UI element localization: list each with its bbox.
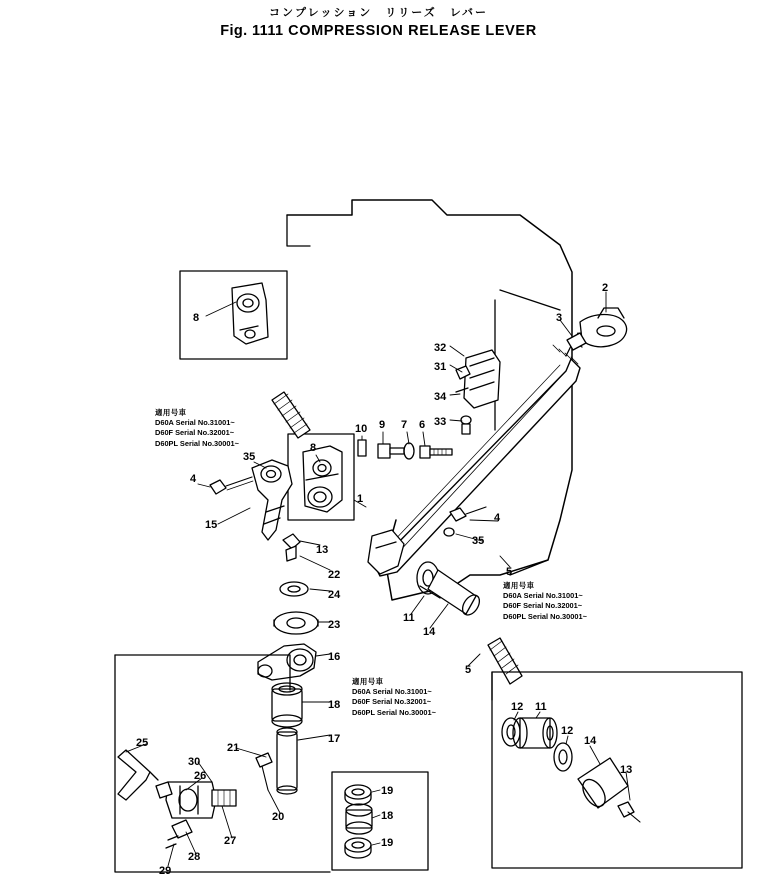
- callout-32: 32: [434, 342, 447, 354]
- serial-note-right-line-2: D60F Serial No.32001~: [503, 601, 583, 611]
- callout-33: 33: [434, 416, 447, 428]
- callout-8-bracket: 8: [310, 442, 317, 454]
- callout-35-left: 35: [243, 451, 256, 463]
- callout-29: 29: [159, 865, 172, 877]
- callout-5-lower: 5: [465, 664, 472, 676]
- serial-note-center-heading: 適用号車: [352, 677, 384, 686]
- callout-13-left: 13: [316, 544, 329, 556]
- callout-12-lower: 12: [561, 725, 574, 737]
- callout-27: 27: [224, 835, 237, 847]
- figure-title: COMPRESSION RELEASE LEVER: [288, 23, 537, 39]
- callout-15: 15: [205, 519, 218, 531]
- serial-note-center-line-2: D60F Serial No.32001~: [352, 697, 432, 707]
- callout-9: 9: [379, 419, 386, 431]
- serial-note-center-line-1: D60A Serial No.31001~: [352, 687, 432, 697]
- callout-4-left: 4: [190, 473, 197, 485]
- title-japanese: コンプレッション リリーズ レバー: [269, 6, 488, 19]
- callout-25: 25: [136, 737, 149, 749]
- serial-note-right-heading: 適用号車: [503, 581, 535, 590]
- callout-13-inset: 13: [620, 764, 633, 776]
- serial-note-left-line-2: D60F Serial No.32001~: [155, 428, 235, 438]
- callout-19-lower: 19: [381, 837, 394, 849]
- callout-22: 22: [328, 569, 341, 581]
- serial-note-right: [503, 581, 587, 622]
- callout-5-upper: 5: [506, 566, 513, 578]
- callout-12-upper: 12: [511, 701, 524, 713]
- figure-number: Fig. 1111: [220, 23, 284, 39]
- callout-30: 30: [188, 756, 201, 768]
- callout-11-main: 11: [403, 612, 415, 624]
- callout-23: 23: [328, 619, 341, 631]
- callout-10: 10: [355, 423, 368, 435]
- serial-note-left: [155, 408, 239, 449]
- serial-note-center: [352, 677, 436, 718]
- callout-35-right: 35: [472, 535, 485, 547]
- callout-18-inset: 18: [381, 810, 394, 822]
- serial-note-left-line-3: D60PL Serial No.30001~: [155, 438, 239, 448]
- callout-8-upper: 8: [193, 312, 200, 324]
- callout-19-upper: 19: [381, 785, 394, 797]
- callout-17: 17: [328, 733, 341, 745]
- serial-note-left-heading: 適用号車: [155, 408, 187, 417]
- callout-18-main: 18: [328, 699, 341, 711]
- callout-2: 2: [602, 282, 609, 294]
- callout-31: 31: [434, 361, 447, 373]
- serial-note-right-line-1: D60A Serial No.31001~: [503, 591, 583, 601]
- callout-21: 21: [227, 742, 240, 754]
- callout-1: 1: [357, 493, 364, 505]
- serial-note-center-line-3: D60PL Serial No.30001~: [352, 707, 436, 717]
- callout-4-right: 4: [494, 512, 501, 524]
- callout-11-inset: 11: [535, 701, 547, 713]
- callout-34: 34: [434, 391, 447, 403]
- callout-3: 3: [556, 312, 563, 324]
- callout-14-inset: 14: [584, 735, 597, 747]
- callout-16: 16: [328, 651, 341, 663]
- callout-6: 6: [419, 419, 426, 431]
- callout-28: 28: [188, 851, 201, 863]
- serial-note-right-line-3: D60PL Serial No.30001~: [503, 611, 587, 621]
- serial-note-left-line-1: D60A Serial No.31001~: [155, 418, 235, 428]
- callout-20: 20: [272, 811, 285, 823]
- callout-14-main: 14: [423, 626, 436, 638]
- callout-7: 7: [401, 419, 408, 431]
- callout-26: 26: [194, 770, 207, 782]
- callout-24: 24: [328, 589, 341, 601]
